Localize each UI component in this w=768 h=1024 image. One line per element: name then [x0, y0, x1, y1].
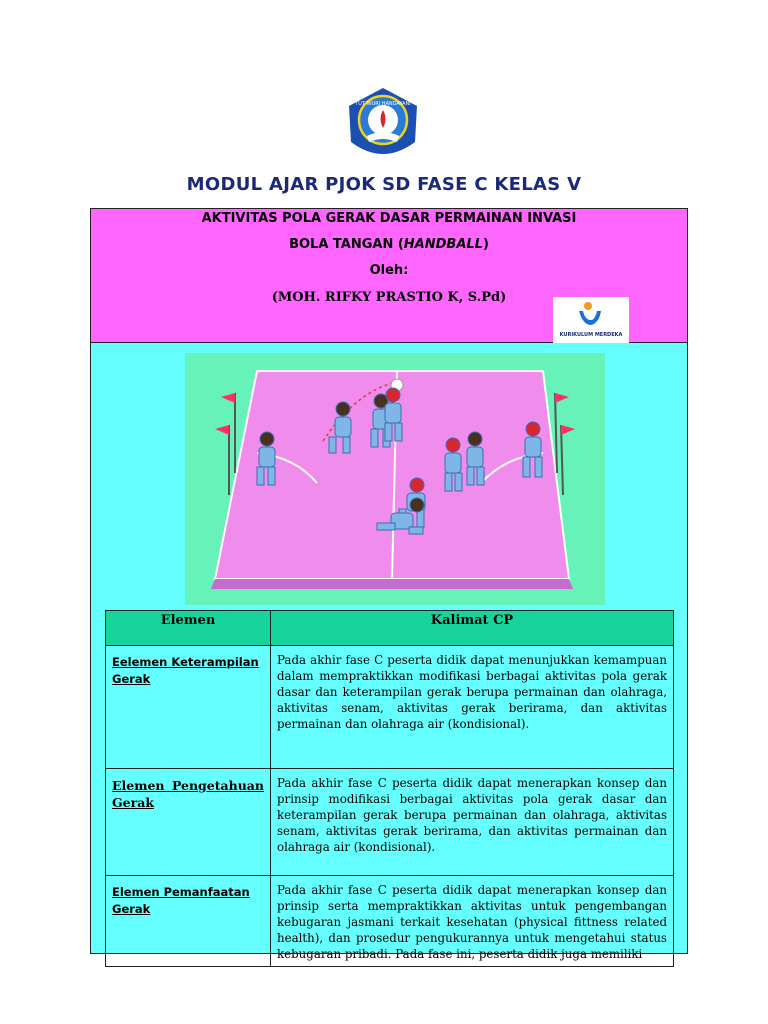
kalimat-cell: Pada akhir fase C peserta didik dapat menunjukkan kemampuan dalam mempraktikkan modifikasi berbagai aktivitas pola gerak dasar dan keterampilan gerak berupa permainan dan olahraga, aktivitas senam, aktivitas gerak berirama, dan aktivitas permainan dan olahraga air (kondisional).	[271, 646, 674, 769]
table-row	[106, 769, 674, 876]
author-name: (MOH. RIFKY PRASTIO K, S.Pd)	[271, 290, 507, 305]
logo-text: TUT WURI HANDAYANI	[355, 101, 411, 107]
column-header-kalimat-cp: Kalimat CP	[271, 611, 674, 646]
module-frame	[90, 208, 688, 961]
elemen-cell: Eelemen Keterampilan Gerak	[106, 646, 271, 769]
kurikulum-merdeka-badge	[553, 297, 629, 343]
tut-wuri-handayani-logo	[345, 86, 421, 164]
module-header	[91, 209, 687, 343]
cp-table	[105, 610, 674, 967]
table-row	[106, 876, 674, 967]
column-header-elemen: Elemen	[106, 611, 271, 646]
elemen-cell: Elemen Pemanfaatan Gerak	[106, 876, 271, 967]
elemen-cell: Elemen Pengetahuan Gerak	[106, 769, 271, 876]
badge-text: KURIKULUM MERDEKA	[559, 332, 623, 338]
author-label: Oleh:	[369, 263, 409, 278]
module-topic: AKTIVITAS POLA GERAK DASAR PERMAINAN INVASI	[201, 211, 577, 226]
page-title: MODUL AJAR PJOK SD FASE C KELAS V	[186, 174, 582, 195]
table-row	[106, 646, 674, 769]
table-header-row	[106, 611, 674, 646]
kalimat-cell: Pada akhir fase C peserta didik dapat menerapkan konsep dan prinsip serta mempraktikkan aktivitas untuk pengembangan kebugaran jasmani terkait kesehatan (physical fittness related health), dan prosedur pengukurannya untuk mengetahui status kebugaran pribadi. Pada fase ini, peserta didik juga memiliki	[271, 876, 674, 967]
kalimat-cell: Pada akhir fase C peserta didik dapat menerapkan konsep dan prinsip modifikasi berbagai aktivitas pola gerak dasar dan keterampilan gerak berupa permainan dan olahraga, aktivitas senam, aktivitas gerak berirama, dan aktivitas permainan dan olahraga air (kondisional).	[271, 769, 674, 876]
module-subtopic: BOLA TANGAN (HANDBALL)	[289, 237, 489, 252]
handball-court-illustration	[185, 353, 605, 605]
